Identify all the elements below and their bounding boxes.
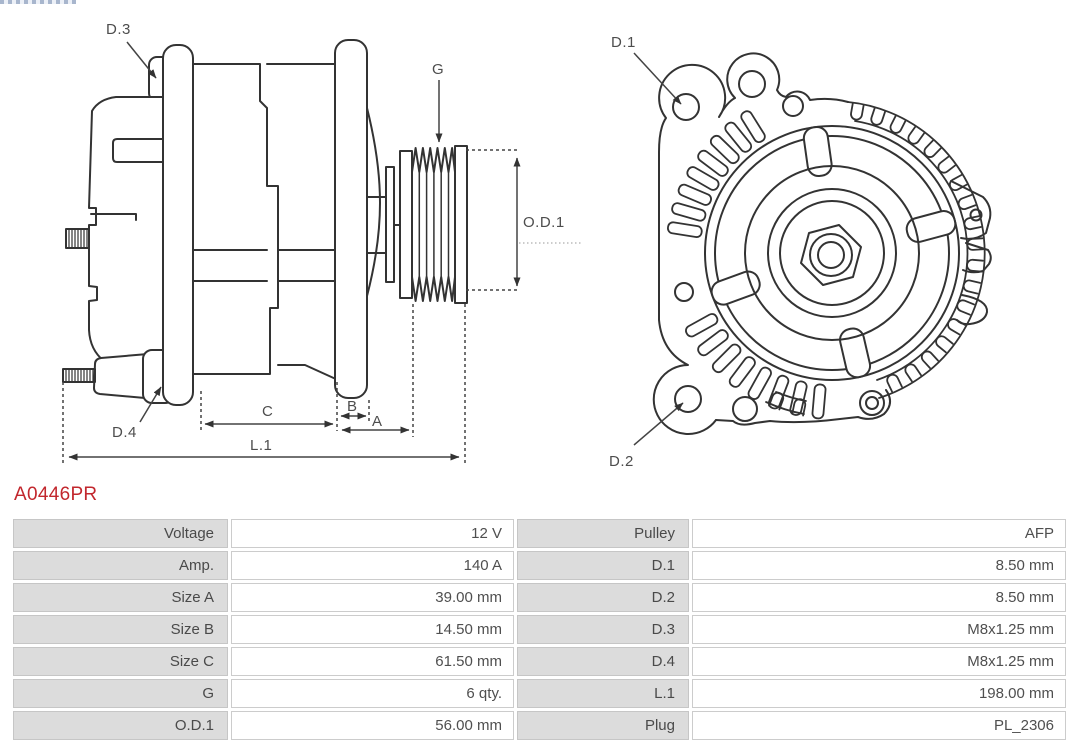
- spec-label: Amp.: [13, 551, 228, 580]
- spec-value: 14.50 mm: [231, 615, 514, 644]
- dim-label-l1: L.1: [250, 437, 273, 454]
- table-row: [13, 583, 1066, 612]
- right-tab-lower: [957, 295, 987, 324]
- spec-value: 56.00 mm: [231, 711, 514, 740]
- spec-value: 39.00 mm: [231, 583, 514, 612]
- lug-hole: [733, 397, 757, 421]
- shaft-washer: [386, 167, 394, 282]
- dim-label-d2: D.2: [609, 453, 634, 470]
- spec-label: D.2: [517, 583, 689, 612]
- spec-value: 8.50 mm: [692, 583, 1066, 612]
- pulley-groove-ribs: [419, 172, 448, 277]
- terminal-stud-bottom-threads: [66, 369, 93, 382]
- pulley-flange-left: [400, 151, 412, 298]
- dim-label-a: A: [372, 413, 383, 430]
- bottom-ear-outer: [860, 391, 884, 415]
- dim-label-g: G: [432, 61, 445, 78]
- mount-hole-top-3: [783, 96, 803, 116]
- spec-label: Size C: [13, 647, 228, 676]
- stator-serration: [766, 102, 985, 416]
- spec-label: Size B: [13, 615, 228, 644]
- bottom-ear-inner: [866, 397, 878, 409]
- part-number: A0446PR: [14, 484, 98, 505]
- spec-label: Size A: [13, 583, 228, 612]
- spec-label: G: [13, 679, 228, 708]
- side-view: [63, 40, 467, 405]
- dim-label-d4: D.4: [112, 424, 137, 441]
- spec-value: M8x1.25 mm: [692, 615, 1066, 644]
- table-row: [13, 615, 1066, 644]
- rear-view: [654, 53, 991, 434]
- spec-value: 6 qty.: [231, 679, 514, 708]
- spec-value: AFP: [692, 519, 1066, 548]
- leader-d2: [634, 403, 683, 445]
- pulley-grooves-top: [412, 148, 455, 172]
- rear-bracket-flange: [163, 45, 193, 405]
- shaft-lines: [367, 197, 400, 253]
- pulley-grooves-bottom: [412, 277, 455, 301]
- spec-value: M8x1.25 mm: [692, 647, 1066, 676]
- terminal-block-bottom: [94, 354, 148, 398]
- dim-label-d3: D.3: [106, 21, 131, 38]
- dim-label-od1: O.D.1: [523, 214, 565, 231]
- side-small-hole: [675, 283, 693, 301]
- spec-value: PL_2306: [692, 711, 1066, 740]
- spec-label: D.1: [517, 551, 689, 580]
- spec-value: 140 A: [231, 551, 514, 580]
- spec-label: D.3: [517, 615, 689, 644]
- table-row: [13, 711, 1066, 740]
- housing-body-lines: [193, 64, 338, 380]
- spec-value: 12 V: [231, 519, 514, 548]
- spec-label: Pulley: [517, 519, 689, 548]
- table-row: [13, 679, 1066, 708]
- pulley-flange-right: [455, 146, 467, 303]
- table-row: [13, 551, 1066, 580]
- terminal-stud-top-threads: [69, 229, 87, 248]
- mount-hole-d1: [673, 94, 699, 120]
- spec-value: 8.50 mm: [692, 551, 1066, 580]
- mount-hole-top-2: [739, 71, 765, 97]
- dim-label-d1: D.1: [611, 34, 636, 51]
- spec-table: [10, 516, 1069, 743]
- front-bracket-flange: [335, 40, 367, 398]
- front-bracket-contour: [367, 108, 380, 296]
- spec-value: 61.50 mm: [231, 647, 514, 676]
- dim-label-b: B: [347, 398, 358, 415]
- spec-label: O.D.1: [13, 711, 228, 740]
- mount-hole-d2: [675, 386, 701, 412]
- spec-value: 198.00 mm: [692, 679, 1066, 708]
- table-row: [13, 519, 1066, 548]
- spec-label: D.4: [517, 647, 689, 676]
- dim-label-c: C: [262, 403, 274, 420]
- leader-d1: [634, 53, 681, 104]
- spec-label: Plug: [517, 711, 689, 740]
- spec-label: L.1: [517, 679, 689, 708]
- spec-label: Voltage: [13, 519, 228, 548]
- table-row: [13, 647, 1066, 676]
